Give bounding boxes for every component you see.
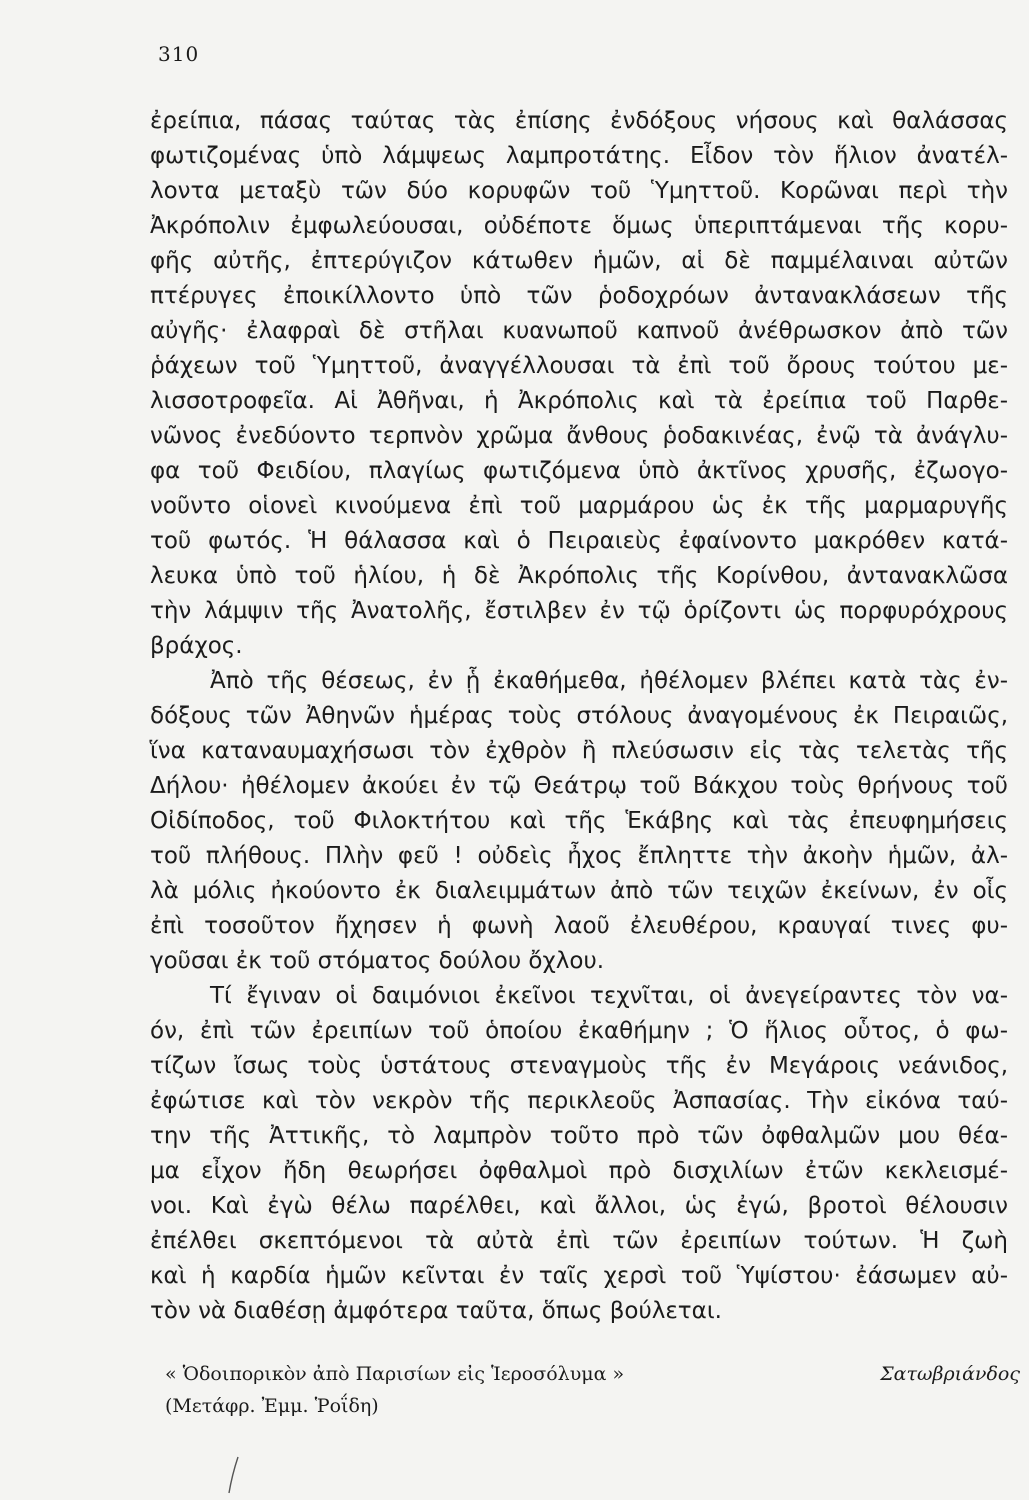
text-line: μα εἶχον ἤδη θεωρήσει ὀφθαλμοὶ πρὸ δισχιλίων ἐτῶν κεκλεισμέ-: [150, 1158, 1008, 1184]
paragraph: [150, 104, 1008, 664]
text-line: βράχος.: [150, 633, 243, 659]
text-line: ἐρείπια, πάσας ταύτας τὰς ἐπίσης ἐνδόξους νήσους καὶ θαλάσσας: [150, 108, 1008, 134]
text-line: τὸν νὰ διαθέσῃ ἀμφότερα ταῦτα, ὅπως βούλεται.: [150, 1298, 722, 1324]
text-line: όν, ἐπὶ τῶν ἐρειπίων τοῦ ὁποίου ἐκαθήμην ; Ὁ ἥλιος οὗτος, ὁ φω-: [150, 1018, 1008, 1044]
text-line: φα τοῦ Φειδίου, πλαγίως φωτιζόμενα ὑπὸ ἀκτῖνος χρυσῆς, ἐζωογο-: [150, 458, 1008, 484]
source-title: « Ὁδοιπορικὸν ἀπὸ Παρισίων εἰς Ἱεροσόλυμα »: [165, 1363, 625, 1385]
text-line: ἐφώτισε καὶ τὸν νεκρὸν τῆς περικλεοῦς Ἀσπασίας. Τὴν εἰκόνα ταύ-: [150, 1088, 1008, 1114]
source-line: [165, 1358, 1020, 1390]
text-line: φωτιζομένας ὑπὸ λάμψεως λαμπροτάτης. Εἶδον τὸν ἥλιον ἀνατέλ-: [150, 143, 1008, 169]
text-line: νοι. Καὶ ἐγὼ θέλω παρέλθει, καὶ ἄλλοι, ὡς ἐγώ, βροτοὶ θέλουσιν: [150, 1193, 1008, 1219]
pen-mark: [226, 1455, 242, 1495]
text-line: λευκα ὑπὸ τοῦ ἡλίου, ἡ δὲ Ἀκρόπολις τῆς Κορίνθου, ἀντανακλῶσα: [150, 563, 1008, 589]
text-line: νοῦντο οἱονεὶ κινούμενα ἐπὶ τοῦ μαρμάρου ὡς ἐκ τῆς μαρμαρυγῆς: [150, 493, 1008, 519]
text-line: τίζων ἴσως τοὺς ὑστάτους στεναγμοὺς τῆς ἐν Μεγάροις νεάνιδος,: [150, 1053, 1008, 1079]
text-line: λισσοτροφεῖα. Αἱ Ἀθῆναι, ἡ Ἀκρόπολις καὶ τὰ ἐρείπια τοῦ Παρθε-: [150, 388, 1008, 414]
text-line: Τί ἔγιναν οἱ δαιμόνιοι ἐκεῖνοι τεχνῖται, οἱ ἀνεγείραντες τὸν να-: [210, 983, 1008, 1009]
text-line: Ἀπὸ τῆς θέσεως, ἐν ᾗ ἐκαθήμεθα, ἠθέλομεν βλέπει κατὰ τὰς ἐν-: [210, 668, 1008, 694]
text-line: αὐγῆς· ἐλαφραὶ δὲ στῆλαι κυανωποῦ καπνοῦ ἀνέθρωσκον ἀπὸ τῶν: [150, 318, 1008, 344]
text-line: Δήλου· ἠθέλομεν ἀκούει ἐν τῷ Θεάτρῳ τοῦ Βάκχου τοὺς θρήνους τοῦ: [150, 773, 1008, 799]
text-line: τοῦ φωτός. Ἡ θάλασσα καὶ ὁ Πειραιεὺς ἐφαίνοντο μακρόθεν κατά-: [150, 528, 1008, 554]
paragraph: [150, 979, 1008, 1329]
body-text: [150, 104, 1008, 1329]
text-line: τοῦ πλήθους. Πλὴν φεῦ ! οὐδεὶς ἦχος ἔπληττε τὴν ἀκοὴν ἡμῶν, ἀλ-: [150, 843, 1008, 869]
text-line: ἐπέλθει σκεπτόμενοι τὰ αὐτὰ ἐπὶ τῶν ἐρειπίων τούτων. Ἡ ζωὴ: [150, 1228, 1008, 1254]
paragraph: [150, 664, 1008, 979]
text-line: λὰ μόλις ἠκούοντο ἐκ διαλειμμάτων ἀπὸ τῶν τειχῶν ἐκείνων, ἐν οἷς: [150, 878, 1008, 904]
text-line: φῆς αὐτῆς, ἐπτερύγιζον κάτωθεν ἡμῶν, αἱ δὲ παμμέλαιναι αὐτῶν: [150, 248, 1008, 274]
text-line: ἐπὶ τοσοῦτον ἤχησεν ἡ φωνὴ λαοῦ ἐλευθέρου, κραυγαί τινες φυ-: [150, 913, 1008, 939]
translator-credit: (Μετάφρ. Ἐμμ. Ῥοΐδη): [165, 1395, 379, 1417]
text-line: γοῦσαι ἐκ τοῦ στόματος δούλου ὄχλου.: [150, 948, 605, 974]
text-line: δόξους τῶν Ἀθηνῶν ἡμέρας τοὺς στόλους ἀναγομένους ἐκ Πειραιῶς,: [150, 703, 1008, 729]
text-line: τὴν λάμψιν τῆς Ἀνατολῆς, ἔστιλβεν ἐν τῷ ὁρίζοντι ὡς πορφυρόχρους: [150, 598, 1008, 624]
text-line: νῶνος ἐνεδύοντο τερπνὸν χρῶμα ἄνθους ῥοδακινέας, ἐνῷ τὰ ἀνάγλυ-: [150, 423, 1008, 449]
source-attribution: [165, 1358, 1020, 1422]
page-number: 310: [158, 42, 200, 66]
text-line: καὶ ἡ καρδία ἡμῶν κεῖνται ἐν ταῖς χερσὶ τοῦ Ὑψίστου· ἐάσωμεν αὐ-: [150, 1263, 1008, 1289]
text-line: ἵνα καταναυμαχήσωσι τὸν ἐχθρὸν ἢ πλεύσωσιν εἰς τὰς τελετὰς τῆς: [150, 738, 1008, 764]
text-line: πτέρυγες ἐποικίλλοντο ὑπὸ τῶν ῥοδοχρόων ἀντανακλάσεων τῆς: [150, 283, 1008, 309]
author-name: Σατωβριάνδος: [880, 1363, 1020, 1385]
text-line: Ἀκρόπολιν ἐμφωλεύουσαι, οὐδέποτε ὅμως ὑπεριπτάμεναι τῆς κορυ-: [150, 213, 1008, 239]
text-line: την τῆς Ἀττικῆς, τὸ λαμπρὸν τοῦτο πρὸ τῶν ὀφθαλμῶν μου θέα-: [150, 1123, 1008, 1149]
text-line: λοντα μεταξὺ τῶν δύο κορυφῶν τοῦ Ὑμηττοῦ. Κορῶναι περὶ τὴν: [150, 178, 1008, 204]
text-line: ῥάχεων τοῦ Ὑμηττοῦ, ἀναγγέλλουσαι τὰ ἐπὶ τοῦ ὄρους τούτου με-: [150, 353, 1008, 379]
text-line: Οἰδίποδος, τοῦ Φιλοκτήτου καὶ τῆς Ἑκάβης καὶ τὰς ἐπευφημήσεις: [150, 808, 1008, 834]
